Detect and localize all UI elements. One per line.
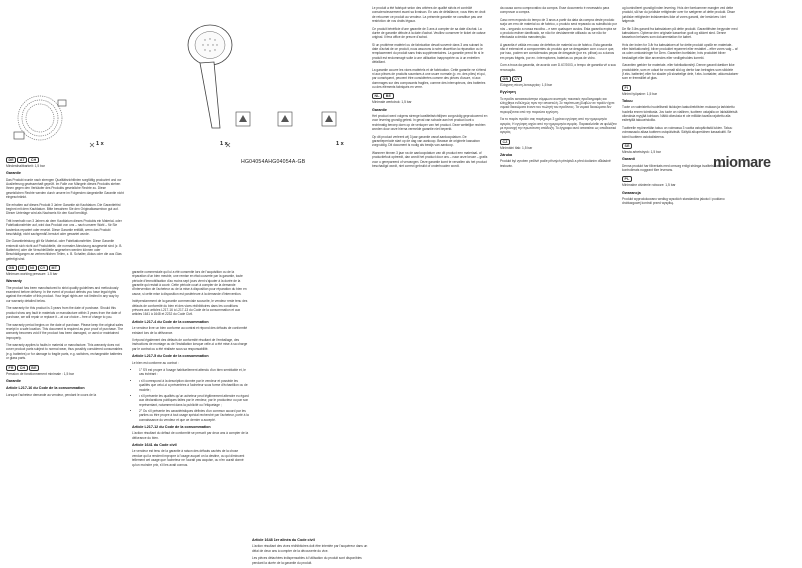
quantity-label-b: 1 x bbox=[220, 141, 228, 147]
paragraph: Produkt byl vyroben pečlivě podle přísných předpisů a před dodáním důkladně testován. bbox=[500, 159, 611, 168]
heading-article: Article 1641 du Code civil bbox=[132, 443, 177, 448]
paragraph: L'action résultant des vices rédhibitoires doit être intentée par l'acquéreur dans un délai de deux ans à compter de la découverte du vice. bbox=[252, 544, 368, 553]
heading-garantie-gr: Εγγύηση bbox=[500, 90, 516, 95]
lang-codes-fr: FR CH BE bbox=[6, 365, 124, 371]
paragraph: Si un problème matériel ou de fabrication devait survenir dans 3 ans suivant la date d'achat de ce produit, nous assurons à notre discrétion la réparation ou le remplacement du produit sans frais supplémentaires. La garantie prend fin si le produit est endommagé suite à une utilisation inappropriée ou à un entretien défaillant. bbox=[372, 42, 484, 65]
heading-garantie-cz: Záruka bbox=[500, 153, 513, 157]
paragraph: The warranty applies to faults in material or manufacture. This warranty does not cover product parts subject to normal wear, thus possibly considered consumables (e.g. batteries) or for damage to fragile parts, e.g. switches, rechargeable batteries or glass parts. bbox=[6, 343, 123, 361]
heading-garantie-fr: Garantie bbox=[6, 378, 21, 383]
paragraph: Garantien gælder for materiale- eller fabrikationsfejl. Denne garanti dækker ikke produktdele, som er udsat for normalt slid og derfor kan betragtes som sliddele (f.eks. batterier) eller for skader på skrøbelige dele, f.eks. kontakter, akkumulatorer som er fremstillet af glas. bbox=[622, 63, 739, 81]
paragraph: Le vendeur est tenu de la garantie à raison des défauts cachés de la chose vendue qui la rendent impropre à l'usage auquel on la destine, ou qui diminuent tellement cet usage que l'acheteur ne l'aurait pas acquise, ou n'en aurait donné qu'un moindre prix, s'il les avait connus. bbox=[132, 449, 245, 467]
paragraph: La garantie couvre les vices matériels et de fabrication. Cette garantie ne s'étend ni aux pièces de produits soumises à une usure normale (p. ex. des piles) et qui, par conséquent, peuvent être considérées comme des pièces d'usure, ni aux dommages sur des composants fragiles, comme des interrupteurs, des batteries ou des éléments fabriqués en verre. bbox=[372, 67, 487, 90]
column-left bbox=[6, 153, 124, 400]
heading-article-fr: Article L217-16 du Code de la consommation bbox=[6, 386, 85, 391]
paragraph: Le bien est conforme au contrat : bbox=[132, 360, 179, 365]
min-pressure-gb: Minimum working pressure: 1.5 bar bbox=[6, 272, 58, 277]
heading-garanti-se: Garanti bbox=[622, 157, 635, 162]
lang-codes-gr: GR CY bbox=[500, 76, 617, 82]
lang-codes-pl: PL bbox=[622, 176, 739, 182]
paragraph: Die Garantieleistung gilt für Material- oder Fabrikationsfehler. Diese Garantie erstreckt sich nicht auf Produktteile, die normaler Abnutzung ausgesetzt sind (z. B. Batterien) oder die Verschleißteile angesehen werden können oder Beschädigungen an zerbrechlichen Teilen, z. B. Schalter, Akkus oder die aus Glas gefertigt sind. bbox=[6, 239, 123, 261]
column-4 bbox=[372, 6, 489, 171]
paragraph: Hvis der inden for 3 år fra købsdatoen af for dette produkt opstår en materiale- eller fabrikationsfejl, bliver produktet repareret eller erstattet – efter vores valg – af os uden omkostninger for Dem. Garantien bortfalder, hvis produktet bliver beskadiget eller ikke anvendes eller vedligeholdes korrekt. bbox=[622, 42, 738, 60]
heading-article: Article L217-12 du Code de la consommation bbox=[132, 424, 211, 429]
paragraph: Le produit a été fabriqué selon des critères de qualité stricts et contrôlé consciencieusement avant sa livraison. En cas de défaillance, vous êtes en droit de retourner ce produit au vendeur. La présente garantie ne constitue pas une restriction de vos droits légaux. bbox=[372, 6, 486, 24]
column-2 bbox=[132, 270, 249, 470]
list-item: • 2° Ou s'il présente les caractéristiques définies d'un commun accord par les parties ou être propre à tout usage spécial recherché par l'acheteur, porté à la connaissance du vendeur et que ce dernier a accepté. bbox=[139, 409, 249, 422]
lang-codes-se: SE bbox=[622, 143, 739, 149]
list-item: • • s'il présente les qualités qu'un acheteur peut légitimement attendre eu égard aux déclarations publiques faites par le vendeur, par le producteur ou par son représentant, notamment dans la publicité ou l'étiquetage ; bbox=[139, 394, 249, 407]
paragraph: The warranty period begins on the date of purchase. Please keep the original sales receipt in a safe location. This document is required as your proof of purchase. The warranty becomes void if the product has been damaged, or used or maintained improperly. bbox=[6, 322, 124, 340]
paragraph: Ce produit bénéficie d'une garantie de 3 ans à compter de sa date d'achat. La durée de garantie débute à la date d'achat. Veuillez conserver le ticket de caisse original. Il fera office de preuve d'achat. bbox=[372, 26, 486, 40]
heading-article: Article L217-5 du Code de la consommation bbox=[132, 354, 209, 359]
paragraph: Wanneer binnen 3 jaar na de aankoopdatum van dit product een materiaal- of productiefout optreedt, dan wordt het product door ons – naar onze keuze – gratis voor u gerepareerd of vervangen. Deze garantie komt te vervallen als het product beschadigd wordt, niet correct gebruikt of onderhouden wordt. bbox=[372, 150, 488, 168]
paragraph: Les pièces détachées indispensables à l'utilisation du produit sont disponibles pendant la durée de la garantie du produit. bbox=[252, 556, 362, 565]
paragraph: da causa como comprovativo da compra. Esse documento é necessário para comprovar a compra. bbox=[500, 6, 610, 15]
heading-garantie-de: Garantie bbox=[6, 171, 21, 176]
paragraph: Tuote on valmistettu huolellisesti tiukkojen laatudirektiivien mukaan ja tarkistettu huolella ennen toimitusta. Jos tuote on viallinen, tuotteen ostajalla on lakisääteisiä oikeuksia myyjää kohtaan. Näitä oikeuksia ei ole millään tavalla rajoitettu alla esitetyillä takuuehdoilla. bbox=[622, 105, 738, 123]
paragraph: garantie commerciale qui lui a été consentie lors de l'acquisition ou de la réparation d'un bien meuble, une remise en état couverte par la garantie, toute période d'immobilisation d'au moins sept jours vient s'ajouter à la durée de la garantie qui restait à courir. Cette période court à compter de la demande d'intervention de l'acheteur ou de la mise à disposition pour réparation du bien en cause, si cette mise à disposition est postérieure à la demande d'intervention. bbox=[132, 270, 247, 296]
column-5 bbox=[500, 6, 617, 171]
min-pressure-fr: Pression de fonctionnement minimale : 1,5 bar bbox=[6, 371, 74, 376]
paragraph: L'action résultant du défaut de conformité se prescrit par deux ans à compter de la délivrance du bien. bbox=[132, 431, 249, 440]
cross-marks bbox=[90, 143, 230, 147]
min-pressure-fi: Minimi työpaine: 1,5 bar bbox=[622, 91, 658, 96]
quantity-label-c: 1 x bbox=[336, 141, 344, 147]
column-3 bbox=[252, 535, 369, 568]
lang-codes-nl: NL BE bbox=[372, 93, 489, 99]
brand-logo: miomare bbox=[713, 155, 771, 171]
paragraph: Op dit product verleent wij 3 jaar garantie vanaf aankoopdatum. De garantieperiode start op de dag van aankoop. Bewaar de originele kassabon zorgvuldig. Dit document is nodig als bewijs van aankoop. bbox=[372, 134, 480, 148]
lang-codes-de: DE AT CH bbox=[6, 157, 124, 163]
heading-garantie-nl: Garantie bbox=[372, 107, 387, 112]
bracket-box-3 bbox=[322, 112, 336, 126]
lang-codes-gb: GB IE NI CY MT bbox=[6, 265, 124, 271]
paragraph: Caso nem exposto do tempo de 3 anos a partir da data da compra deste produto surja um erro de material ou de fabrico, o produto será reparado ou substituído por nós – segundo a nossa escolha – e sem quaisquer custos. Esta garantia expira se o produto estiver danificado, se não for devidamente utilizado ou se não for efectuada a devida manutenção. bbox=[500, 17, 617, 40]
list-item: • 1° S'il est propre à l'usage habituellement attendu d'un bien semblable et, le cas échéant : bbox=[139, 368, 249, 377]
quantity-label-a: 1 x bbox=[96, 141, 104, 147]
product-illustration bbox=[0, 0, 360, 150]
paragraph: ug kontrolleret grundigt inden levering. Hvis der forekommer mangler ved dette produkt, så har du juridiske rettigheder over for sælgeren af dette produkt. Disse juridiske rettigheder indskrænkes ikke af vores garanti, der beskrives i det følgende. bbox=[622, 6, 736, 24]
paragraph: Lorsque l'acheteur demande au vendeur, pendant le cours de la bbox=[6, 392, 97, 397]
min-pressure-se: Minsta arbetstryck: 1,5 bar bbox=[622, 150, 661, 154]
hose-image bbox=[14, 96, 66, 140]
heading-gwarancja-pl: Gwarancja bbox=[622, 190, 641, 195]
paragraph: Il répond également des défauts de conformité résultant de l'emballage, des instructions de montage ou de l'installation lorsque celle-ci a été mise à sa charge par le contrat ou a été réalisée sous sa responsabilité. bbox=[132, 338, 248, 351]
paragraph: Denna produkt har tillverkats med omsorg enligt stränga kvalitetskrav och kontrollerats noggrant före leverans. bbox=[622, 163, 726, 173]
heading-warranty-gb: Warranty bbox=[6, 279, 22, 284]
paragraph: Tuotteelle myönnetään takuu on voimassa 3 vuotta ostopäivästä lukien. Takuu voimassaolo alkaa tuotteen ostopäivästä. Säilytä alkuperäinen kassakuitti. Se toimii tuotteen ostotodisteena. bbox=[622, 125, 733, 139]
paragraph: A garantia é válida em caso de defeitos de material ou de fabrico. Esta garantia não é extensível a componentes do produto que se desgastam com o uso e que, por isso, podem ser considerados peças de desgaste (por ex. pilhas) ou a danos em peças frágeis, por ex.: interruptores, baterias ou peças de vidro. bbox=[500, 42, 615, 60]
min-pressure-gr: Ελάχιστη πίεση λειτουργίας: 1,5 bar bbox=[500, 83, 553, 88]
min-pressure-de: Mindesthaltbarkeit: 1,5 bar bbox=[6, 164, 45, 168]
paragraph: Indépendamment de la garantie commerciale souscrite, le vendeur reste tenu des défauts de conformité du bien et des vices rédhibitoires dans les conditions prévues aux articles L217-16 à L217-13 du Code de la consommation et aux articles 1641 à 1648 et 2232 du Code Civil. bbox=[132, 299, 248, 317]
paragraph: Το προϊόν κατασκευάστηκε σύμφωνα αυστηρές ποιοτικές προδιαγραφές και ελέγχθηκε ενδελεχώς πριν την αποστολή. Σε περίπτωση βλαβών σε προϊόν έχετε νομικά δικαιώματα έναντι του πωλητή του προϊόντος. Τα νομικά δικαιώματα δεν περιορίζονται από την παρούσα εγγύηση. bbox=[500, 96, 615, 114]
paragraph: Le vendeur livre un bien conforme au contrat et répond des défauts de conformité existant lors de la délivrance. bbox=[132, 326, 248, 335]
bracket-box-2 bbox=[278, 112, 292, 126]
min-pressure-cz: Minimální tlak: 1,5 bar bbox=[500, 145, 533, 150]
heading-article: Article 1648 1er alinéa du Code civil bbox=[252, 538, 315, 542]
paragraph: De får 3 års garanti fra købsdatoen på dette produkt. Garantifristen begynder med købsdatoen. Opbevar den originale kassebon godt og sikkert sted. Denne kassebon behøves som dokumentation for købet. bbox=[622, 26, 738, 40]
heading-article: Article L217-4 du Code de la consommation bbox=[132, 319, 209, 324]
column-6 bbox=[622, 6, 739, 209]
article-list bbox=[132, 368, 249, 422]
lang-codes-fi: FI bbox=[622, 85, 739, 91]
product-codes: HG04054AHG04054A-GB bbox=[241, 159, 306, 165]
paragraph: Het product werd volgens strenge kwaliteitsrichtlijnen zorgvuldig geproduceerd en voor levering grondig getest. In geval van schade aan het product kunt u rechtmatig beroep doen op de verkoper van het product. Deze wettelijke rechten worden door onze hierna vermelde garantie niet beperkt. bbox=[372, 114, 488, 132]
paragraph: Produkt wyprodukowano według wysokich standardów jakości i poddano drobiazgowej kontroli przed wysyłką. bbox=[622, 197, 725, 206]
list-item: • • s'il correspond à la description donnée par le vendeur et possède les qualités que celui-ci a présentées à l'acheteur sous forme d'échantillon ou de modèle ; bbox=[139, 379, 249, 392]
paragraph: Das Produkt wurde nach strengen Qualitätsrichtlinien sorgfältig produziert und vor Auslieferung gewissenhaft geprüft. Im Falle von Mängeln dieses Produkts stehen Ihnen gegen den Verkäufer des Produkts gesetzliche Rechte zu. Diese gesetzlichen Rechte werden durch unsere im Folgenden dargestellte Garantie nicht eingeschränkt. bbox=[6, 177, 124, 200]
paragraph: Com a troca da garantia, de acordo com D.67/2003, o tempo de garantia vê a sua renovação. bbox=[500, 63, 616, 72]
shower-head-image bbox=[188, 25, 232, 128]
lang-codes-cz: CZ bbox=[500, 139, 617, 145]
paragraph: The product has been manufactured to strict quality guidelines and meticulously examined before delivery. In the event of product defects you have legal rights against the retailer of this product. Your legal rights are not limited in any way by our warranty detailed below. bbox=[6, 285, 119, 303]
bracket-box-1 bbox=[236, 112, 250, 126]
paragraph: Tritt innerhalb von 3 Jahren ab dem Kaufdatum dieses Produkts ein Material- oder Fabrikationsfehler auf, wird das Produkt von uns – nach unserer Wahl – für Sie kostenlos repariert oder ersetzt. Diese Garantie entfällt, wenn das Produkt beschädigt, nicht sachgemäß benutzt oder gewartet wurde. bbox=[6, 218, 122, 236]
paragraph: Sie erhalten auf dieses Produkt 3 Jahre Garantie ab Kaufdatum. Die Garantiefrist beginnt mit dem Kaufdatum. Bitte bewahren Sie den Originalkassenbon gut auf. Dieser Unterlage wird als Nachweis für den Kauf benötigt. bbox=[6, 202, 121, 216]
min-pressure-pl: Minimalne ciśnienie robocze: 1,5 bar bbox=[622, 183, 676, 188]
paragraph: The warranty for this product is 3 years from the date of purchase. Should this product show any fault in materials or manufacture within 3 years from the date of purchase, we will repair or replace it – at our choice – free of charge to you. bbox=[6, 306, 121, 320]
min-pressure-nl: Minimale werkdruk: 1,5 bar bbox=[372, 100, 412, 105]
heading-takuu-fi: Takuu bbox=[622, 99, 633, 104]
paragraph: Για το παρόν προϊόν σας παρέχουμε 3 χρόνια εγγύηση από την ημερομηνία αγοράς. Η εγγύηση ισχύει από την ημερομηνία αγοράς. Παρακαλείσθε να φυλάξετε με προσοχή την πρωτότυπη απόδειξη. Το έγγραφο αυτό απαιτείται ως αποδεικτικό αγοράς. bbox=[500, 117, 617, 135]
